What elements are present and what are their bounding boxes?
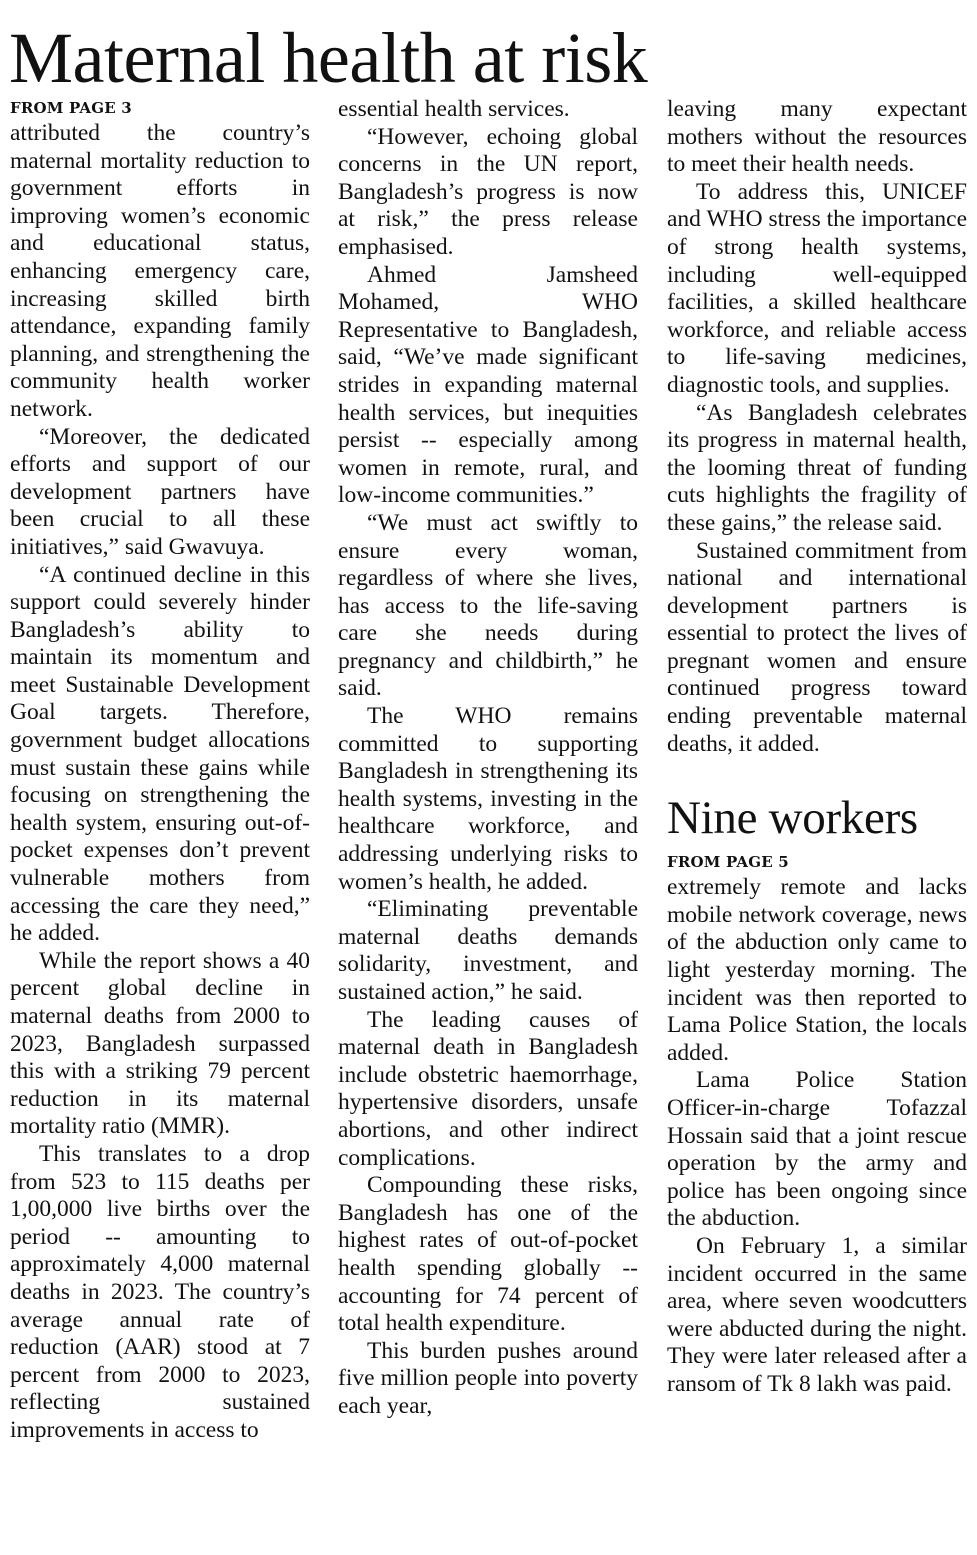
page-headline: Maternal health at risk	[9, 18, 648, 98]
article-paragraph: “Moreover, the dedicated efforts and support of our development partners have been crucial to all these initiatives,” said Gwavuya.	[10, 423, 310, 560]
article-paragraph: Lama Police Station Officer-in-charge Tofazzal Hossain said that a joint rescue operation by the army and police has been ongoing since the abduction.	[667, 1067, 967, 1232]
article-paragraph: Ahmed Jamsheed Mohamed, WHO Representative to Bangladesh, said, “We’ve made significant strides in expanding maternal health services, but inequities persist -- especially among women in remote, rural, and low-income communities.”	[338, 261, 638, 509]
article-paragraph: extremely remote and lacks mobile network coverage, news of the abduction only came to light yesterday morning. The incident was then reported to Lama Police Station, the locals added.	[667, 874, 967, 1066]
continuation-kicker: FROM PAGE 5	[667, 853, 789, 872]
article-paragraph: essential health services.	[338, 96, 570, 122]
article-paragraph: Sustained commitment from national and international development partners is essential to protect the lives of pregnant women and ensure continued progress toward ending preventable maternal deaths, it added.	[667, 537, 967, 757]
article-paragraph: The leading causes of maternal death in Bangladesh include obstetric haemorrhage, hypertensive disorders, unsafe abortions, and other indirect complications.	[338, 1006, 638, 1171]
article-paragraph: On February 1, a similar incident occurred in the same area, where seven woodcutters were abducted during the night. They were later released after a ransom of Tk 8 lakh was paid.	[667, 1232, 967, 1397]
article-paragraph: “However, echoing global concerns in the UN report, Bangladesh’s progress is now at risk,” the press release emphasised.	[338, 123, 638, 260]
article-paragraph: Compounding these risks, Bangladesh has one of the highest rates of out-of-pocket health spending globally -- accounting for 74 percent of total health expenditure.	[338, 1172, 638, 1337]
article-column-1	[10, 96, 310, 1445]
second-article-headline: Nine workers	[667, 792, 918, 845]
article-paragraph: “We must act swiftly to ensure every woman, regardless of where she lives, has access to the life-saving care she needs during pregnancy and childbirth,” he said.	[338, 509, 638, 702]
article-paragraph: This translates to a drop from 523 to 115 deaths per 1,00,000 live births over the period -- amounting to approximately 4,000 maternal deaths in 2023. The country’s average annual rate of reduction (AAR) stood at 7 percent from 2000 to 2023, reflecting sustained improvements in access to	[10, 1140, 310, 1443]
article-paragraph: “As Bangladesh celebrates its progress in maternal health, the looming threat of funding cuts highlights the fragility of these gains,” the release said.	[667, 399, 967, 536]
article-column-3	[667, 96, 967, 1399]
article-paragraph: “Eliminating preventable maternal deaths demands solidarity, investment, and sustained action,” he said.	[338, 896, 638, 1005]
article-paragraph: attributed the country’s maternal mortality reduction to government efforts in improving women’s economic and educational status, enhancing emergency care, increasing skilled birth attendance, expanding family planning, and strengthening the community health worker network.	[10, 120, 310, 422]
article-paragraph: leaving many expectant mothers without the resources to meet their health needs.	[667, 96, 967, 178]
article-paragraph: To address this, UNICEF and WHO stress the importance of strong health systems, including well-equipped facilities, a skilled healthcare workforce, and reliable access to life-saving medicines, diagnostic tools, and supplies.	[667, 178, 967, 398]
article-paragraph: While the report shows a 40 percent global decline in maternal deaths from 2000 to 2023, Bangladesh surpassed this with a striking 79 percent reduction in its maternal mortality ratio (MMR).	[10, 947, 310, 1140]
article-paragraph: “A continued decline in this support could severely hinder Bangladesh’s ability to maintain its momentum and meet Sustainable Development Goal targets. Therefore, government budget allocations must sustain these gains while focusing on strengthening the health system, ensuring out-of-pocket expenses don’t prevent vulnerable mothers from accessing the care they need,” he added.	[10, 561, 310, 947]
article-column-2	[338, 96, 638, 1421]
article-paragraph: This burden pushes around five million people into poverty each year,	[338, 1337, 638, 1419]
continuation-kicker: FROM PAGE 3	[10, 99, 132, 117]
article-paragraph: The WHO remains committed to supporting Bangladesh in strengthening its health systems, investing in the healthcare workforce, and addressing underlying risks to women’s health, he added.	[338, 703, 638, 895]
